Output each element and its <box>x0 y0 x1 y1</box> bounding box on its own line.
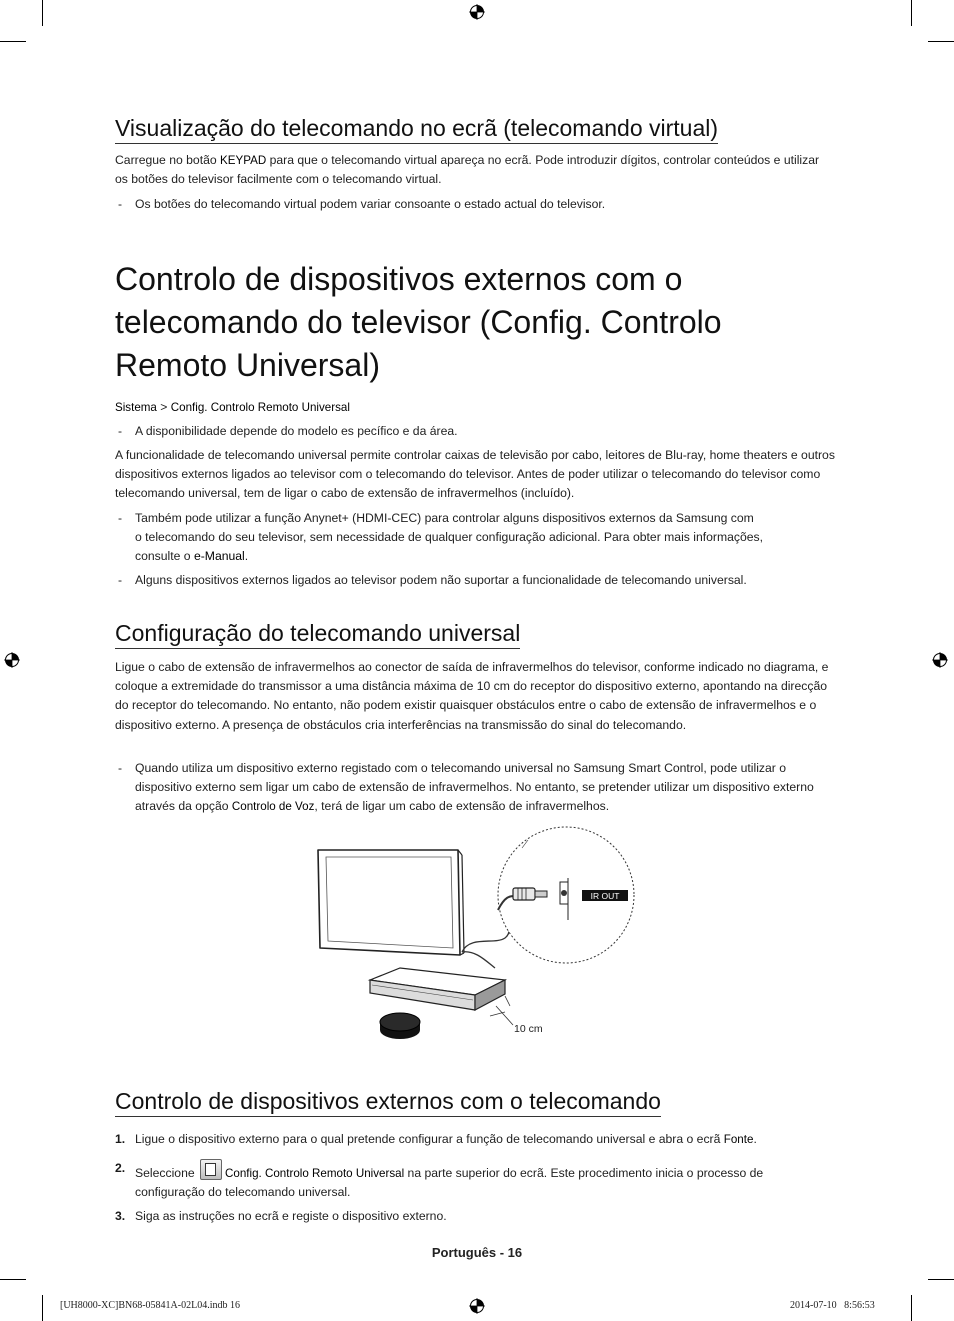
e-manual-reference: e-Manual <box>193 549 245 564</box>
crop-mark <box>0 1279 26 1280</box>
setup-paragraph: Ligue o cabo de extensão de infravermelhos ao conector de saída de infravermelhos do televisor, conforme indicado no diagrama, e coloque a extremidade do transmissor a uma distância máxima de 10 cm do receptor do dispositivo externo, apontando na direcção do receptor do telecomando. No entanto, não podem existir quaisquer obstáculos entre o cabo de extensão de infravermelhos e o dispositivo externo. A presença de obstáculos cria interferências na transmissão do sinal do telecomando. <box>115 660 829 732</box>
note-text: Quando utiliza um dispositivo externo registado com o telecomando universal no Samsung Smart Control, pode utilizar o dispositivo externo sem ligar um cabo de extensão de infravermelhos. No entanto, se pretender utilizar um dispositivo externo através da opção <box>135 761 814 814</box>
compatibility-note: Alguns dispositivos externos ligados ao televisor podem não suportar a funcionalidade de telecomando universal. <box>135 573 747 587</box>
keypad-button-label: KEYPAD <box>220 154 267 167</box>
crop-mark <box>911 0 912 26</box>
crop-mark <box>928 41 954 42</box>
step-text: . <box>753 1132 757 1146</box>
anynet-note <box>135 509 835 567</box>
ir-transmitter-illustration <box>380 1013 420 1039</box>
external-device-illustration <box>370 968 505 1010</box>
tv-illustration <box>318 850 464 955</box>
footer-file-info: [UH8000-XC]BN68-05841A-02L04.indb 16 <box>60 1300 240 1311</box>
registration-mark-icon <box>469 4 485 20</box>
crop-mark <box>42 0 43 26</box>
universal-remote-paragraph: A funcionalidade de telecomando universal permite controlar caixas de televisão por cabo, leitores de Blu-ray, home theaters e outros dispositivos externos ligados ao televisor com o telecomando do televisor. Antes de poder utilizar o telecomando do televisor como telecomando universal, tem de ligar o cabo de extensão de infravermelhos (incluído). <box>115 448 835 501</box>
universal-remote-setup-icon <box>200 1159 222 1180</box>
menu-path-universal-remote: Config. Controlo Remoto Universal <box>170 401 350 414</box>
bullet-dash: - <box>118 573 123 587</box>
voice-control-option: Controlo de Voz <box>231 800 315 814</box>
note-line: consulte o <box>135 549 194 564</box>
step-text: Ligue o dispositivo externo para o qual pretende configurar a função de telecomando universal e abra o ecrã <box>135 1132 724 1146</box>
section-heading-setup: Configuração do telecomando universal <box>115 619 520 649</box>
section-heading-external-control: Controlo de dispositivos externos com o telecomando <box>115 1087 661 1117</box>
step-number: 2. <box>115 1161 126 1175</box>
step-number: 3. <box>115 1209 126 1223</box>
virtual-remote-paragraph <box>115 151 835 189</box>
paragraph-text: para que o telecomando virtual apareça no ecrã. Pode introduzir dígitos, controlar conteúdos e utilizar os botões do televisor facilmente com o telecomando virtual. <box>115 153 820 187</box>
title-line: Remoto Universal) <box>115 347 380 383</box>
step-text: Seleccione <box>135 1166 199 1180</box>
section-heading-virtual-remote: Visualização do telecomando no ecrã (telecomando virtual) <box>115 114 718 144</box>
note-line: Também pode utilizar a função Anynet+ (HDMI-CEC) para controlar alguns dispositivos externos da Samsung com <box>135 511 754 525</box>
note-text: , terá de ligar um cabo de extensão de infravermelhos. <box>314 799 610 814</box>
bullet-dash: - <box>118 197 123 211</box>
step-number: 1. <box>115 1132 126 1146</box>
virtual-remote-note: Os botões do telecomando virtual podem variar consoante o estado actual do televisor. <box>135 197 606 211</box>
crop-mark <box>0 41 26 42</box>
step-3: Siga as instruções no ecrã e registe o dispositivo externo. <box>135 1209 447 1223</box>
universal-remote-menu-label: Config. Controlo Remoto Universal <box>225 1167 405 1180</box>
crop-mark <box>928 1279 954 1280</box>
smart-control-note <box>135 759 835 817</box>
registration-mark-icon <box>4 652 20 668</box>
menu-path <box>115 398 835 417</box>
registration-mark-icon <box>932 652 948 668</box>
availability-note: A disponibilidade depende do modelo es pecífico e da área. <box>135 424 458 438</box>
registration-mark-icon <box>469 1298 485 1314</box>
title-line: Controlo de dispositivos externos com o <box>115 261 683 297</box>
distance-label: 10 cm <box>514 1023 543 1035</box>
step-2 <box>135 1159 835 1202</box>
bullet-dash: - <box>118 511 123 525</box>
step-1 <box>135 1130 835 1149</box>
source-menu-label: Fonte <box>723 1133 754 1146</box>
footer-timestamp: 2014-07-10 8:56:53 <box>790 1300 875 1311</box>
step-text: na parte superior do ecrã. Este procedimento inicia o processo de configuração do telecomando universal. <box>135 1166 764 1200</box>
crop-mark <box>42 1295 43 1321</box>
ir-extender-diagram <box>300 820 645 1050</box>
main-title <box>115 258 722 387</box>
note-line: o telecomando do seu televisor, sem necessidade de qualquer configuração adicional. Para obter mais informações, <box>135 530 764 545</box>
page-number: Português - 16 <box>431 1245 523 1260</box>
ir-out-label: IR OUT <box>590 891 620 901</box>
title-line: telecomando do televisor (Config. Controlo <box>115 304 722 340</box>
menu-path-system: Sistema <box>115 401 157 414</box>
paragraph-text: Carregue no botão <box>115 153 221 167</box>
bullet-dash: - <box>118 424 123 438</box>
note-line: . <box>244 549 249 564</box>
bullet-dash: - <box>118 761 123 775</box>
crop-mark <box>911 1295 912 1321</box>
menu-path-separator: > <box>156 400 171 414</box>
